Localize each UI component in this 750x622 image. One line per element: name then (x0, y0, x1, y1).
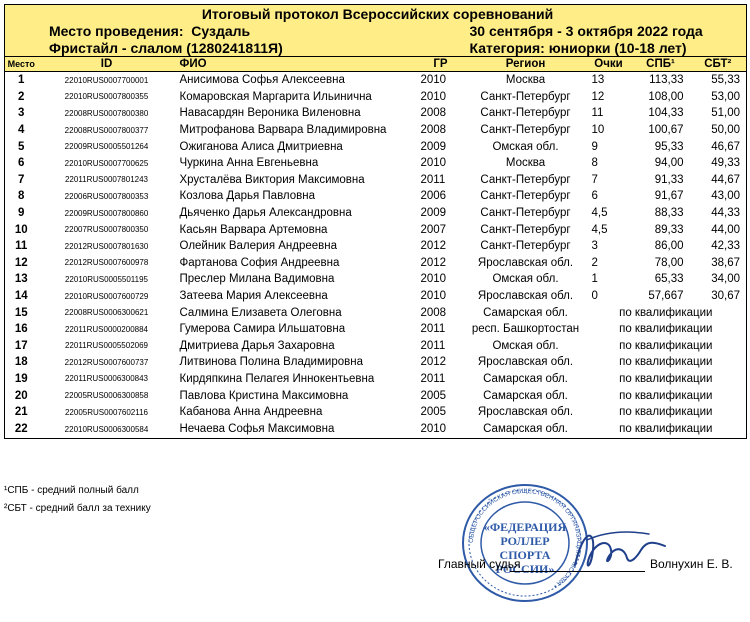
row-spb: 89,33 (654, 223, 684, 236)
venue-row (5, 22, 747, 39)
seal-line-1: «ФЕДЕРАЦИЯ (483, 520, 567, 534)
row-points: 0 (591, 290, 598, 303)
row-region: Санкт-Петербург (480, 90, 571, 103)
row-birth-year: 2010 (420, 157, 447, 170)
row-qualification: по квалификации (586, 420, 747, 439)
row-id: 22011RUS0000200884 (64, 324, 149, 334)
row-birth-year: 2009 (420, 140, 447, 153)
row-region: Омская обл. (492, 140, 559, 153)
row-birth-year: 2011 (420, 339, 446, 352)
table-row (5, 371, 747, 388)
row-birth-year: 2006 (420, 190, 447, 203)
row-birth-year: 2008 (420, 124, 447, 137)
row-sbt: 34,00 (690, 271, 747, 288)
discipline: Фристайл - слалом (1280241811Я) (5, 39, 466, 57)
row-place: 15 (5, 304, 38, 321)
row-id: 22005RUS0006300858 (64, 391, 149, 401)
row-points: 10 (591, 124, 605, 137)
row-id: 22010RUS0006300584 (38, 420, 176, 439)
row-region: Ярославская обл. (477, 406, 574, 419)
row-sbt: 53,00 (690, 89, 747, 106)
table-row (5, 122, 747, 139)
row-id: 22012RUS0007600737 (64, 357, 149, 367)
row-region: Санкт-Петербург (480, 240, 571, 253)
row-fio: Павлова Кристина Максимовна (179, 389, 349, 402)
row-id: 22010RUS0007700625 (64, 158, 149, 168)
row-id: 22005RUS0007602116 (64, 407, 149, 417)
row-spb: 94,00 (654, 157, 684, 170)
row-place: 2 (5, 89, 38, 106)
row-region: Санкт-Петербург (480, 190, 571, 203)
row-birth-year: 2009 (420, 207, 447, 220)
row-birth-year: 2012 (420, 356, 447, 369)
table-row (5, 255, 747, 272)
row-fio: Олейник Валерия Андреевна (179, 240, 338, 253)
row-sbt: 46,67 (690, 138, 747, 155)
chief-judge-name: Волнухин Е. В. (650, 557, 733, 571)
row-place: 18 (5, 354, 38, 371)
table-row (5, 155, 747, 172)
row-points: 6 (591, 190, 598, 203)
row-place: 16 (5, 321, 38, 338)
row-spb: 88,33 (654, 207, 684, 220)
row-region: респ. Башкортостан (471, 323, 580, 336)
row-id: 22007RUS0007800350 (64, 225, 149, 235)
row-id: 22010RUS0007600729 (64, 291, 149, 301)
results-table (4, 4, 747, 439)
row-birth-year: 2005 (420, 406, 447, 419)
row-birth-year: 2008 (420, 306, 447, 319)
row-place: 5 (5, 138, 38, 155)
seal-line-2: РОЛЛЕР (500, 534, 550, 548)
row-fio: Нечаева Софья Максимовна (176, 420, 416, 439)
row-fio: Кабанова Анна Андреевна (179, 406, 323, 419)
row-qualification: по квалификации (586, 321, 747, 338)
row-place: 13 (5, 271, 38, 288)
row-birth-year: 2011 (420, 173, 446, 186)
table-row (5, 354, 747, 371)
row-spb: 100,67 (648, 124, 684, 137)
row-place: 6 (5, 155, 38, 172)
row-fio: Фартанова София Андреевна (179, 256, 340, 269)
row-place: 21 (5, 404, 38, 421)
row-points: 8 (591, 157, 598, 170)
row-place: 20 (5, 387, 38, 404)
table-row (5, 205, 747, 222)
protocol-title: Итоговый протокол Всероссийских соревнований (5, 5, 747, 23)
table-row (5, 72, 747, 89)
row-region: Ярославская обл. (477, 256, 574, 269)
row-points: 4,5 (591, 223, 608, 236)
row-points: 7 (591, 173, 598, 186)
col-gr: ГР (416, 57, 466, 72)
seal-line-4: РОССИИ» (495, 562, 555, 576)
row-id: 22009RUS0005501264 (64, 142, 149, 152)
table-row (5, 188, 747, 205)
table-row (5, 172, 747, 189)
discipline-row (5, 39, 747, 57)
row-points: 13 (591, 74, 605, 87)
row-sbt: 44,67 (690, 172, 747, 189)
row-qualification: по квалификации (586, 387, 747, 404)
row-place: 1 (5, 72, 38, 89)
row-points: 9 (591, 140, 598, 153)
seal-ring-text: ОБЩЕРОССИЙСКАЯ ОБЩЕСТВЕННАЯ ОРГАНИЗАЦИЯ • МОСКВА • (467, 487, 583, 590)
row-birth-year: 2010 (420, 74, 447, 87)
row-id: 22006RUS0007800353 (64, 191, 149, 201)
table-row (5, 387, 747, 404)
col-place: Место (5, 57, 38, 72)
protocol-sheet (4, 4, 746, 439)
row-birth-year: 2007 (420, 223, 447, 236)
col-fio: ФИО (176, 57, 416, 72)
protocol-title-row (5, 5, 747, 23)
row-region: Самарская обл. (483, 389, 568, 402)
row-place: 22 (5, 420, 38, 439)
row-points: 12 (591, 90, 605, 103)
row-region: Ярославская обл. (477, 290, 574, 303)
row-fio: Навасардян Вероника Виленовна (179, 107, 361, 120)
row-place: 11 (5, 238, 38, 255)
row-id: 22008RUS0007800380 (64, 108, 149, 118)
row-id: 22008RUS0007800377 (64, 125, 149, 135)
row-sbt: 38,67 (690, 255, 747, 272)
row-fio: Гумерова Самира Ильшатовна (179, 323, 346, 336)
results-body (5, 72, 747, 439)
row-sbt: 50,00 (690, 122, 747, 139)
row-sbt: 51,00 (690, 105, 747, 122)
row-birth-year: 2005 (420, 389, 447, 402)
row-sbt: 44,33 (690, 205, 747, 222)
table-row (5, 338, 747, 355)
row-spb: 86,00 (654, 240, 684, 253)
row-sbt: 49,33 (690, 155, 747, 172)
row-place: 10 (5, 221, 38, 238)
row-birth-year: 2011 (420, 323, 446, 336)
row-region: Санкт-Петербург (480, 223, 571, 236)
row-fio: Митрофанова Варвара Владимировна (179, 124, 387, 137)
row-place: 19 (5, 371, 38, 388)
row-spb: 91,33 (654, 173, 684, 186)
row-place: 14 (5, 288, 38, 305)
row-id: 22010RUS0007800355 (64, 92, 149, 102)
row-spb: 91,67 (654, 190, 684, 203)
row-fio: Литвинова Полина Владимировна (179, 356, 363, 369)
table-row (5, 304, 747, 321)
row-region: Москва (505, 74, 546, 87)
row-region: Санкт-Петербург (480, 207, 571, 220)
row-spb: 108,00 (648, 90, 684, 103)
col-id: ID (38, 57, 176, 72)
chief-judge-label: Главный судья (438, 557, 521, 571)
row-fio: Анисимова Софья Алексеевна (179, 74, 345, 87)
col-spb: СПБ¹ (632, 57, 690, 72)
col-sbt: СБТ² (690, 57, 747, 72)
row-fio: Дьяченко Дарья Александровна (179, 207, 352, 220)
row-region: Санкт-Петербург (480, 173, 571, 186)
row-region: Самарская обл. (483, 306, 568, 319)
venue (5, 22, 466, 39)
row-qualification: по квалификации (586, 304, 747, 321)
row-id: 22010RUS0007700001 (64, 75, 149, 85)
row-fio: Затеева Мария Алексеевна (179, 290, 328, 303)
row-sbt: 55,33 (690, 72, 747, 89)
row-birth-year: 2012 (420, 240, 447, 253)
row-fio: Кирдяпкина Пелагея Иннокентьевна (179, 372, 375, 385)
row-fio: Преслер Милана Вадимовна (179, 273, 335, 286)
row-id: 22012RUS0007600978 (64, 258, 149, 268)
row-qualification: по квалификации (586, 404, 747, 421)
row-sbt: 30,67 (690, 288, 747, 305)
row-id: 22010RUS0005501195 (64, 274, 149, 284)
row-qualification: по квалификации (586, 371, 747, 388)
col-points: Очки (586, 57, 632, 72)
footnote-spb: ¹СПБ - средний полный балл (4, 485, 139, 496)
row-birth-year: 2012 (420, 256, 447, 269)
col-region: Регион (466, 57, 586, 72)
row-id: 22012RUS0007801630 (64, 241, 149, 251)
row-birth-year: 2010 (416, 420, 466, 439)
row-spb: 113,33 (649, 74, 684, 87)
competition-dates: 30 сентября - 3 октября 2022 года (466, 22, 747, 39)
row-points: 3 (591, 240, 598, 253)
table-row (5, 288, 747, 305)
row-fio: Козлова Дарья Павловна (179, 190, 316, 203)
table-row (5, 221, 747, 238)
row-id: 22008RUS0006300621 (64, 308, 149, 318)
column-header-row (5, 57, 747, 72)
table-row (5, 321, 747, 338)
row-spb: 57,667 (648, 290, 684, 303)
row-fio: Ожиганова Алиса Дмитриевна (179, 140, 343, 153)
seal-line-3: СПОРТА (499, 548, 551, 562)
row-spb: 95,33 (654, 140, 684, 153)
row-birth-year: 2010 (420, 290, 447, 303)
category: Категория: юниорки (10-18 лет) (466, 39, 747, 57)
row-region: Москва (505, 157, 546, 170)
row-place: 12 (5, 255, 38, 272)
row-points: 11 (591, 107, 604, 120)
row-sbt: 42,33 (690, 238, 747, 255)
handwritten-signature (565, 520, 675, 580)
row-region: Ярославская обл. (477, 356, 574, 369)
footnote-sbt: ²СБТ - средний балл за технику (4, 503, 151, 514)
row-place: 4 (5, 122, 38, 139)
venue-city: Суздаль (191, 22, 251, 39)
row-spb: 78,00 (654, 256, 684, 269)
row-id: 22011RUS0006300843 (64, 374, 149, 384)
row-region: Омская обл. (492, 273, 559, 286)
row-region: Санкт-Петербург (480, 107, 571, 120)
venue-label: Место проведения: (49, 22, 184, 39)
row-points: 4,5 (591, 207, 608, 220)
row-fio: Хрусталёва Виктория Максимовна (179, 173, 365, 186)
row-fio: Дмитриева Дарья Захаровна (179, 339, 335, 352)
row-place: 3 (5, 105, 38, 122)
row-region: Самарская обл. (466, 420, 586, 439)
row-place: 7 (5, 172, 38, 189)
row-birth-year: 2010 (420, 273, 447, 286)
row-id: 22009RUS0007800860 (64, 208, 149, 218)
row-place: 8 (5, 188, 38, 205)
row-region: Санкт-Петербург (480, 124, 571, 137)
table-row (5, 404, 747, 421)
table-row (5, 89, 747, 106)
table-row (5, 138, 747, 155)
table-row (5, 105, 747, 122)
row-spb: 104,33 (648, 107, 684, 120)
row-place: 17 (5, 338, 38, 355)
row-points: 1 (591, 273, 598, 286)
table-row (5, 238, 747, 255)
row-fio: Чуркина Анна Евгеньевна (179, 157, 319, 170)
row-sbt: 44,00 (690, 221, 747, 238)
row-qualification: по квалификации (586, 354, 747, 371)
row-id: 22011RUS0007801243 (64, 175, 149, 185)
table-row (5, 420, 747, 439)
row-fio: Комаровская Маргарита Ильинична (179, 90, 372, 103)
row-fio: Салмина Елизавета Олеговна (179, 306, 342, 319)
row-birth-year: 2008 (420, 107, 447, 120)
row-fio: Касьян Варвара Артемовна (179, 223, 328, 236)
row-birth-year: 2010 (420, 90, 447, 103)
row-points: 2 (591, 256, 598, 269)
row-id: 22011RUS0005502069 (64, 341, 149, 351)
row-region: Омская обл. (492, 339, 559, 352)
row-place: 9 (5, 205, 38, 222)
row-qualification: по квалификации (586, 338, 747, 355)
row-spb: 65,33 (654, 273, 684, 286)
row-sbt: 43,00 (690, 188, 747, 205)
table-row (5, 271, 747, 288)
row-region: Самарская обл. (483, 372, 568, 385)
row-birth-year: 2011 (420, 372, 446, 385)
